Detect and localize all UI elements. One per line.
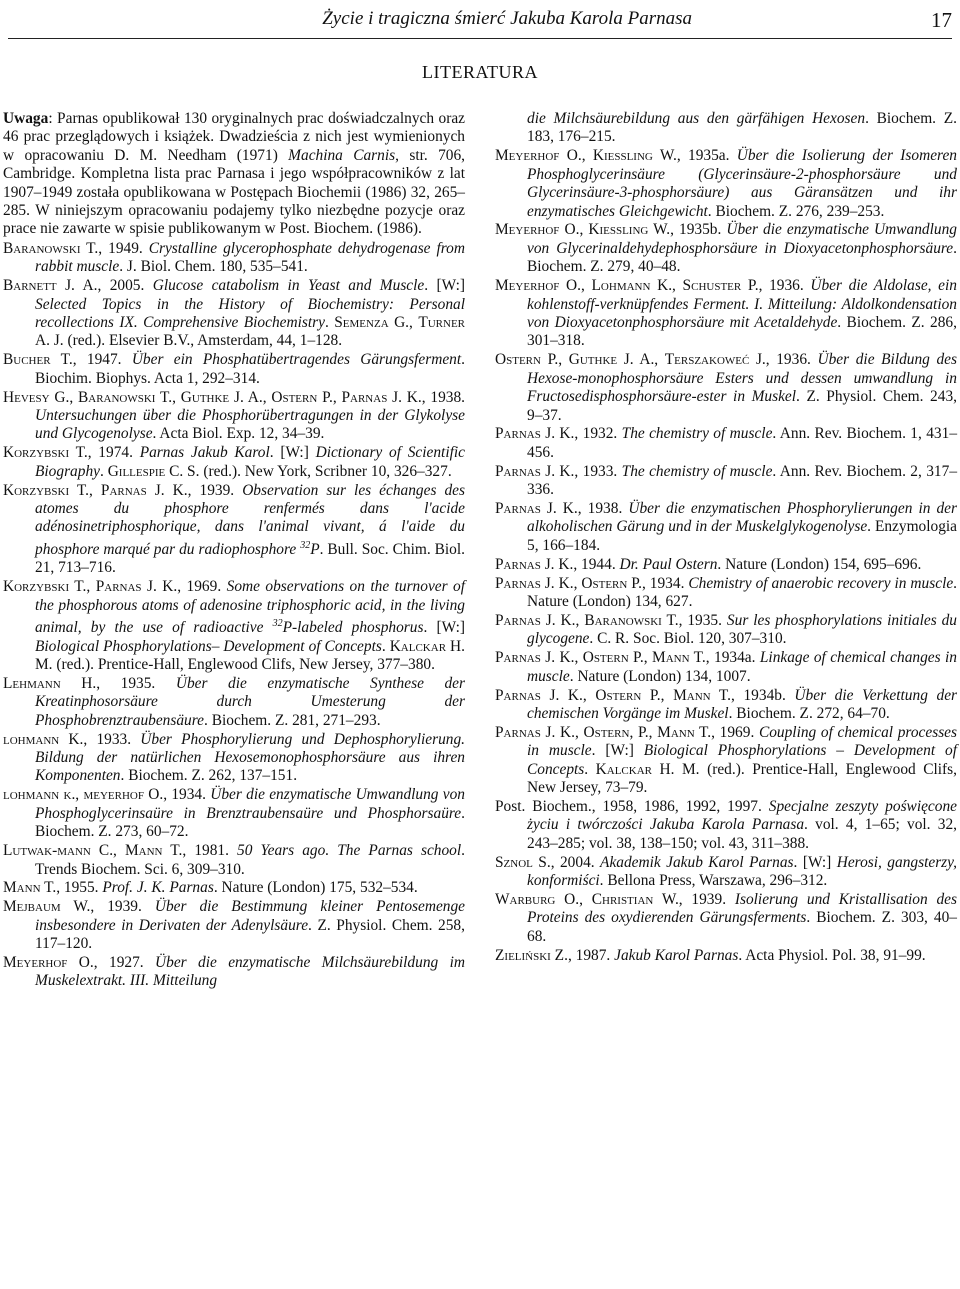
reference-text: , [660, 686, 674, 704]
note-text: : Parnas opublikował 130 oryginalnych prac doświadczalnych oraz 46 prac przeglądowych i książek. Dwadzieścia z nich jest wymienionych w opracowaniu D. M. Needham (1971) [3, 110, 465, 164]
reference-entry [495, 221, 957, 276]
reference-title: 50 Years ago. The Parnas school [237, 842, 462, 860]
reference-text: . Biochim. Biophys. Acta 1, 292–314. [35, 351, 465, 387]
reference-title: Isolierung und Kristallisation des Proteins des oxydierenden Gärungsferments [527, 891, 957, 927]
reference-entry [3, 731, 465, 786]
reference-entry [495, 147, 957, 221]
reference-text: , 1936. [758, 277, 811, 295]
reference-author: Meyerhof O. [495, 277, 582, 295]
reference-text: . Nature (London) 175, 532–534. [213, 879, 418, 897]
reference-text: . vol. 4, 1–65; vol. 32, 243–285; vol. 38, 138–150; vol. 43, 311–388. [527, 816, 957, 852]
reference-author: Lehmann H. [3, 674, 97, 692]
running-title: Życie i tragiczna śmierć Jakuba Karola Parnasa [322, 8, 692, 29]
reference-entry [495, 463, 957, 500]
reference-title: Jakub Karol Parnas [614, 946, 739, 964]
reference-text: , 1939. [678, 891, 735, 909]
reference-text: . [W:] [591, 742, 644, 760]
reference-title: Über die Bestimmung kleiner Pentosemenge insbesondere in Derivaten der Adenylsäure [35, 898, 465, 934]
reference-text: , [573, 574, 582, 592]
reference-text: . [324, 313, 335, 331]
reference-text: , 1933. [574, 462, 622, 480]
reference-author: Meyerhof O. [3, 954, 94, 972]
reference-author: Kiessling W. [592, 147, 677, 165]
reference-entry [495, 110, 957, 147]
reference-entry [3, 786, 465, 841]
reference-title: Akademik Jakub Karol Parnas [600, 853, 794, 871]
running-header [0, 8, 960, 32]
reference-author: Ostern P. [271, 388, 333, 406]
reference-entry [495, 687, 957, 724]
reference-text: . Ann. Rev. Biochem. 1, 431–456. [527, 425, 958, 461]
reference-text: , 1936. [765, 351, 818, 369]
reference-author: Baranowski T. [584, 611, 679, 629]
left-column [3, 110, 465, 991]
reference-entry [495, 798, 957, 853]
reference-author: Christian W. [591, 891, 679, 909]
reference-author: Mann T. [673, 686, 732, 704]
reference-title: Herosi, gangsterzy, konformiści [527, 853, 957, 890]
reference-text: (red.). Elsevier B.V., Amsterdam, 44, 1–128. [63, 332, 343, 350]
reference-title: P [310, 540, 320, 558]
reference-entry [3, 842, 465, 879]
reference-text: , [69, 388, 78, 406]
reference-author: Zieliński Z. [495, 946, 568, 964]
reference-text: , 1974. [87, 444, 140, 462]
reference-text: , [579, 891, 592, 909]
reference-text: . Acta Physiol. Pol. 38, 91–99. [738, 946, 926, 964]
reference-entry [3, 954, 465, 991]
reference-author: Ostern P. [581, 574, 642, 592]
reference-text: . [W:] [424, 277, 465, 295]
reference-title: Über die Isolierung der Isomeren Phosphoglycerinsäure (Glycerinsäure-2-phosphorsäure und Glycerinsäure-3-phosphorsäure) aus Gäransätzen und ihr enzymatisches Gleichgewicht [527, 147, 957, 220]
reference-text: , 1944. [573, 555, 620, 573]
reference-text: , 1938. [577, 500, 629, 518]
reference-title: Über die enzymatische Synthese der Kreatinphosorsäure durch Umesterung der Phosphobrenztraubensäure [35, 674, 465, 729]
reference-text: , 1981. [182, 842, 238, 860]
isotope-superscript: 32 [300, 539, 311, 551]
reference-text: , 1955. [56, 879, 103, 897]
reference-text: , [582, 686, 596, 704]
reference-text: . Biochem. Z. 281, 271–293. [204, 711, 381, 729]
section-title: LITERATURA [422, 62, 538, 82]
header-rule [8, 38, 952, 39]
reference-text: , [75, 786, 84, 804]
reference-author: Kalckar H. M. [35, 637, 465, 674]
reference-author: Sznol S. [495, 853, 551, 871]
reference-text: . [99, 462, 108, 480]
note-label: Uwaga [3, 110, 49, 127]
reference-text: . Biochem. Z. 273, 60–72. [35, 804, 465, 841]
reference-author: Guthke J. A. [568, 351, 655, 369]
reference-text: , [574, 723, 584, 741]
reference-text: , 1987. [567, 946, 615, 964]
reference-entry [495, 612, 957, 649]
reference-author: Lohmann K. [591, 277, 673, 295]
reference-author: Parnas J. K. [495, 555, 574, 573]
reference-author: Kiessling W. [588, 221, 671, 239]
reference-entry [3, 389, 465, 444]
reference-author: Warburg O. [495, 891, 580, 909]
reference-author: Barnett J. A. [3, 277, 98, 295]
reference-text: (red.). Prentice-Hall, Englewood Clifs, New Jersey, 377–380. [52, 656, 435, 674]
reference-entry [495, 351, 957, 425]
reference-entry [495, 500, 957, 555]
reference-text: . C. R. Soc. Biol. 120, 307–310. [589, 630, 787, 648]
reference-text: , 1935. [678, 611, 727, 629]
reference-text: , 1935. [96, 674, 176, 692]
reference-author: Hevesy G. [3, 388, 70, 406]
reference-text: . J. Biol. Chem. 180, 535–541. [119, 258, 308, 276]
reference-text: Post. Biochem., 1958, 1986, 1992, 1997. [495, 798, 769, 816]
reference-author: Korzybski T. [3, 481, 89, 499]
reference-entry [3, 351, 465, 388]
reference-title: The chemistry of muscle [621, 425, 773, 443]
reference-text: , 1934b. [731, 686, 795, 704]
reference-entry [3, 675, 465, 730]
reference-text: , 1934a. [705, 649, 760, 667]
reference-title: Biological Phosphorylations– Development of Concepts [35, 637, 382, 655]
reference-text: , 1947. [72, 351, 132, 369]
reference-text: , 1935b. [670, 221, 727, 239]
reference-entry [3, 240, 465, 277]
reference-title: Über die Bildung des Hexose-monophosphorsäure Esters und dessen umwandlung in Fructosedisphosphorsäure-ester in Muskel [527, 351, 958, 406]
note-text-2: , str. 706, Cambridge. Kompletna lista prac Parnasa i jego współpracowników z lat 1907–1949 została opublikowana w Postępach Biochemii (1986) 32, 265–285. W niniejszym opracowaniu podajemy tylko niezbędne pozycje oraz prace nie zawarte w spisie publikowanym w Post. Biochem. (1986). [3, 146, 465, 238]
reference-title: Observation sur les échanges des atomes du phosphore renfermés dans l'acide adénosinetriphosphorique, dans l'animal vivant, á l'aide du phosphore marqué par du radiophosphore [35, 481, 465, 558]
reference-author: Parnas J. K. [495, 500, 578, 518]
reference-title: Prof. J. K. Parnas [102, 879, 214, 897]
reference-title: The chemistry of muscle [621, 462, 773, 480]
note-paragraph [3, 110, 465, 239]
reference-author: Terszakoweć J. [664, 351, 766, 369]
reference-text: , [332, 388, 342, 406]
reference-text: . Nature (London) 154, 695–696. [717, 555, 922, 573]
page-number: 17 [931, 8, 952, 32]
reference-text: , [172, 388, 181, 406]
reference-text: , 1938. [421, 388, 465, 406]
reference-author: Schuster P. [682, 277, 759, 295]
reference-text: . Enzymologia 5, 166–184. [527, 518, 958, 554]
reference-title: Untersuchungen über die Phosphorübertragungen in der Glykolyse und Glycogenolyse [35, 407, 465, 443]
reference-text: (red.). New York, Scribner 10, 326–327. [199, 462, 452, 480]
reference-title: Über die enzymatische Milchsäurebildung im Muskelextrakt. III. Mitteilung [35, 954, 465, 990]
reference-text: , [654, 351, 665, 369]
reference-text: , 1939. [90, 898, 155, 916]
reference-text: , 1927. [93, 954, 156, 972]
reference-title: Über die Aldolase, ein kohlenstoff-verknüpfendes Ferment. I. Mitteilung: Aldolkondensation von Dioxyacetonphosphorsäure mit Acetaldehyde [527, 277, 957, 331]
reference-title: Biological Phosphorylations – Development of Concepts [527, 742, 957, 778]
reference-text: , [643, 649, 653, 667]
reference-author: Gillespie C. S. [107, 462, 200, 480]
reference-entry [3, 879, 465, 897]
reference-entry [495, 575, 957, 612]
reference-author: Mann T. [124, 842, 183, 860]
reference-author: Parnas J. K. [495, 574, 574, 592]
reference-author: Parnas J. K. [495, 425, 575, 443]
reference-text: . [584, 760, 596, 778]
reference-author: Parnas J. K. [495, 723, 575, 741]
reference-author: Ostern [583, 723, 630, 741]
reference-text: . [381, 637, 390, 655]
reference-author: Ostern P. [495, 351, 559, 369]
reference-title: Über die enzymatischen Phosphorylierungen in der alkoholischen Gärung und in der Muskelglykogenolyse [527, 500, 957, 536]
reference-text: , 1939. [187, 481, 243, 499]
reference-title: Selected Topics in the History of Biochemistry: Personal recollections IX. Comprehensive Biochemistry [35, 295, 465, 331]
reference-title: Linkage of chemical changes in muscle [527, 649, 957, 685]
reference-author: Baranowski T. [77, 388, 173, 406]
reference-text: . Biochem. Z. 262, 137–151. [120, 767, 298, 785]
reference-author: Mejbaum W. [3, 898, 91, 916]
reference-title: Über Phosphorylierung und Dephosphorylierung. Bildung der natürlichen Hexosemonophosphorsäure aus ihren Komponenten [35, 730, 465, 785]
reference-author: Korzybski T. [3, 578, 87, 596]
reference-entry [495, 854, 957, 891]
reference-author: Meyerhof O. [495, 147, 582, 165]
reference-author: Meyerhof O. [495, 221, 580, 239]
reference-author: Mann T. [3, 879, 57, 897]
reference-title: Glucose catabolism in Yeast and Muscle [152, 277, 425, 295]
reference-author: Guthke J. A. [180, 388, 263, 406]
reference-text: , [89, 481, 101, 499]
reference-entry [3, 482, 465, 578]
reference-author: Mann T. [657, 723, 712, 741]
reference-text: . Biochem. Z. 272, 64–70. [728, 705, 890, 722]
reference-text: . Biochem. Z. 279, 40–48. [527, 239, 957, 276]
reference-text: . Z. Physiol. Chem. 258, 117–120. [35, 916, 465, 953]
reference-title: Crystalline glycerophosphate dehydrogenase from rabbit muscle [35, 239, 465, 276]
reference-title: Coupling of chemical processes in muscle [527, 723, 958, 760]
reference-text: , [86, 578, 96, 596]
reference-text: , [409, 313, 419, 331]
reference-title: die Milchsäurebildung aus den gärfähigen Hexosen [527, 110, 866, 127]
reference-text: , [672, 277, 683, 295]
reference-text: . Acta Biol. Exp. 12, 34–39. [152, 425, 325, 443]
reference-title: Über die enzymatische Umwandlung von Glycerinaldehydephosphorsäure in Dioxyacetonphosphorsäure [527, 221, 957, 257]
right-column [495, 110, 957, 966]
reference-author: Ostern P. [595, 686, 661, 704]
reference-text: , 2005. [97, 277, 153, 295]
reference-entry [495, 947, 957, 965]
reference-entry [495, 425, 957, 462]
reference-text: . Biochem. Z. 276, 239–253. [707, 202, 885, 220]
reference-author: meyerhof O. [83, 786, 164, 804]
reference-author: Turner A. J. [35, 313, 465, 350]
reference-text: . Z. Physiol. Chem. 243, 9–37. [527, 388, 957, 424]
reference-title: Über ein Phosphatübertragendes Gärungsferment [131, 351, 462, 369]
reference-entry [495, 724, 957, 798]
reference-text: . Bull. Soc. Chim. Biol. 21, 713–716. [35, 540, 465, 577]
reference-entry [3, 277, 465, 351]
reference-title: Chemistry of anaerobic recovery in muscle [688, 574, 954, 592]
reference-author: Ostern P. [582, 649, 644, 667]
reference-author: Parnas J. K. [95, 578, 178, 596]
reference-entry [3, 898, 465, 953]
reference-title: Sur les phosphorylations initiales du glycogene [527, 611, 958, 648]
note-italic: Machina Carnis [288, 146, 396, 164]
reference-entry [3, 578, 465, 674]
reference-text: , 1934. [163, 786, 211, 804]
reference-text: , [574, 649, 583, 667]
reference-author: Parnas J. K. [495, 686, 583, 704]
reference-text: . Bellona Press, Warszawa, 296–312. [599, 872, 828, 890]
reference-title: Some observations on the turnover of the phosphorous atoms of adenosine triphosphoric acid, in the living animal, by the use of radioactive [35, 578, 466, 637]
reference-entry [495, 556, 957, 574]
reference-text: , 2004. [550, 853, 601, 871]
reference-text: . Nature (London) 134, 627. [527, 574, 958, 611]
reference-author: Parnas J. K. [341, 388, 422, 406]
reference-text: , P., [629, 723, 658, 741]
reference-text: , [262, 388, 272, 406]
reference-title: Dr. Paul Ostern [619, 555, 718, 573]
reference-text: . Nature (London) 134, 1007. [569, 667, 751, 685]
reference-text: , [581, 277, 592, 295]
reference-text: . [W:] [269, 444, 316, 462]
reference-text: , [581, 147, 593, 165]
reference-text: , 1934. [641, 574, 689, 592]
reference-entry [495, 891, 957, 946]
reference-text: , [558, 351, 569, 369]
reference-title: Über die Verkettung der chemischen Vorgänge im Muskel [527, 686, 958, 722]
reference-author: Lutwak-mann C. [3, 842, 114, 860]
reference-title: Über die enzymatische Umwandlung von Phosphoglycerinsaüre in Brenztraubensaüre und Phosphorsaüre [35, 786, 466, 822]
reference-text: , [575, 611, 585, 629]
reference-text: , 1932. [574, 425, 622, 443]
reference-entry [495, 649, 957, 686]
reference-author: Parnas J. K. [100, 481, 188, 499]
reference-author: Mann T. [652, 649, 706, 667]
reference-text: , 1935a. [676, 147, 737, 165]
reference-text: (red.). Prentice-Hall, Englewood Clifs, New Jersey, 73–79. [527, 760, 958, 797]
reference-title: Dictionary of Scientific Biography [35, 444, 465, 480]
reference-author: Bucher T. [3, 351, 73, 369]
reference-author: Kalckar H. M. [595, 760, 700, 778]
reference-text: . [W:] [793, 853, 837, 871]
reference-text: . Trends Biochem. Sci. 6, 309–310. [35, 842, 465, 878]
reference-entry [3, 444, 465, 481]
reference-author: lohmann K. [3, 730, 84, 748]
reference-author: Parnas J. K. [495, 649, 575, 667]
reference-text: , 1949. [98, 239, 149, 257]
reference-author: Parnas J. K. [495, 611, 576, 629]
reference-author: lohmann k. [3, 786, 76, 804]
reference-text: , 1969. [177, 578, 227, 596]
reference-text: . Biochem. Z. 286, 301–318. [527, 313, 957, 350]
reference-text: , [113, 842, 125, 860]
isotope-superscript: 32 [272, 618, 283, 630]
reference-author: Semenza G. [334, 313, 410, 331]
reference-author: Baranowski T. [3, 239, 99, 257]
reference-text: . Biochem. Z. 303, 40–68. [527, 909, 957, 945]
reference-author: Parnas J. K. [495, 462, 575, 480]
reference-text: . Ann. Rev. Biochem. 2, 317–336. [527, 462, 958, 499]
reference-title: P-labeled phosphorus [282, 619, 424, 637]
reference-text: . [W:] [423, 619, 465, 637]
reference-text: . Biochem. Z. 183, 176–215. [527, 110, 957, 146]
reference-title: Specjalne zeszyty poświęcone życiu i twórczości Jakuba Karola Parnasa [527, 798, 957, 834]
reference-author: Korzybski T. [3, 444, 88, 462]
reference-text: , [579, 221, 589, 239]
reference-entry [495, 277, 957, 351]
reference-text: , 1969. [711, 723, 759, 741]
reference-text: , 1933. [83, 730, 141, 748]
reference-title: Parnas Jakub Karol [139, 444, 270, 462]
